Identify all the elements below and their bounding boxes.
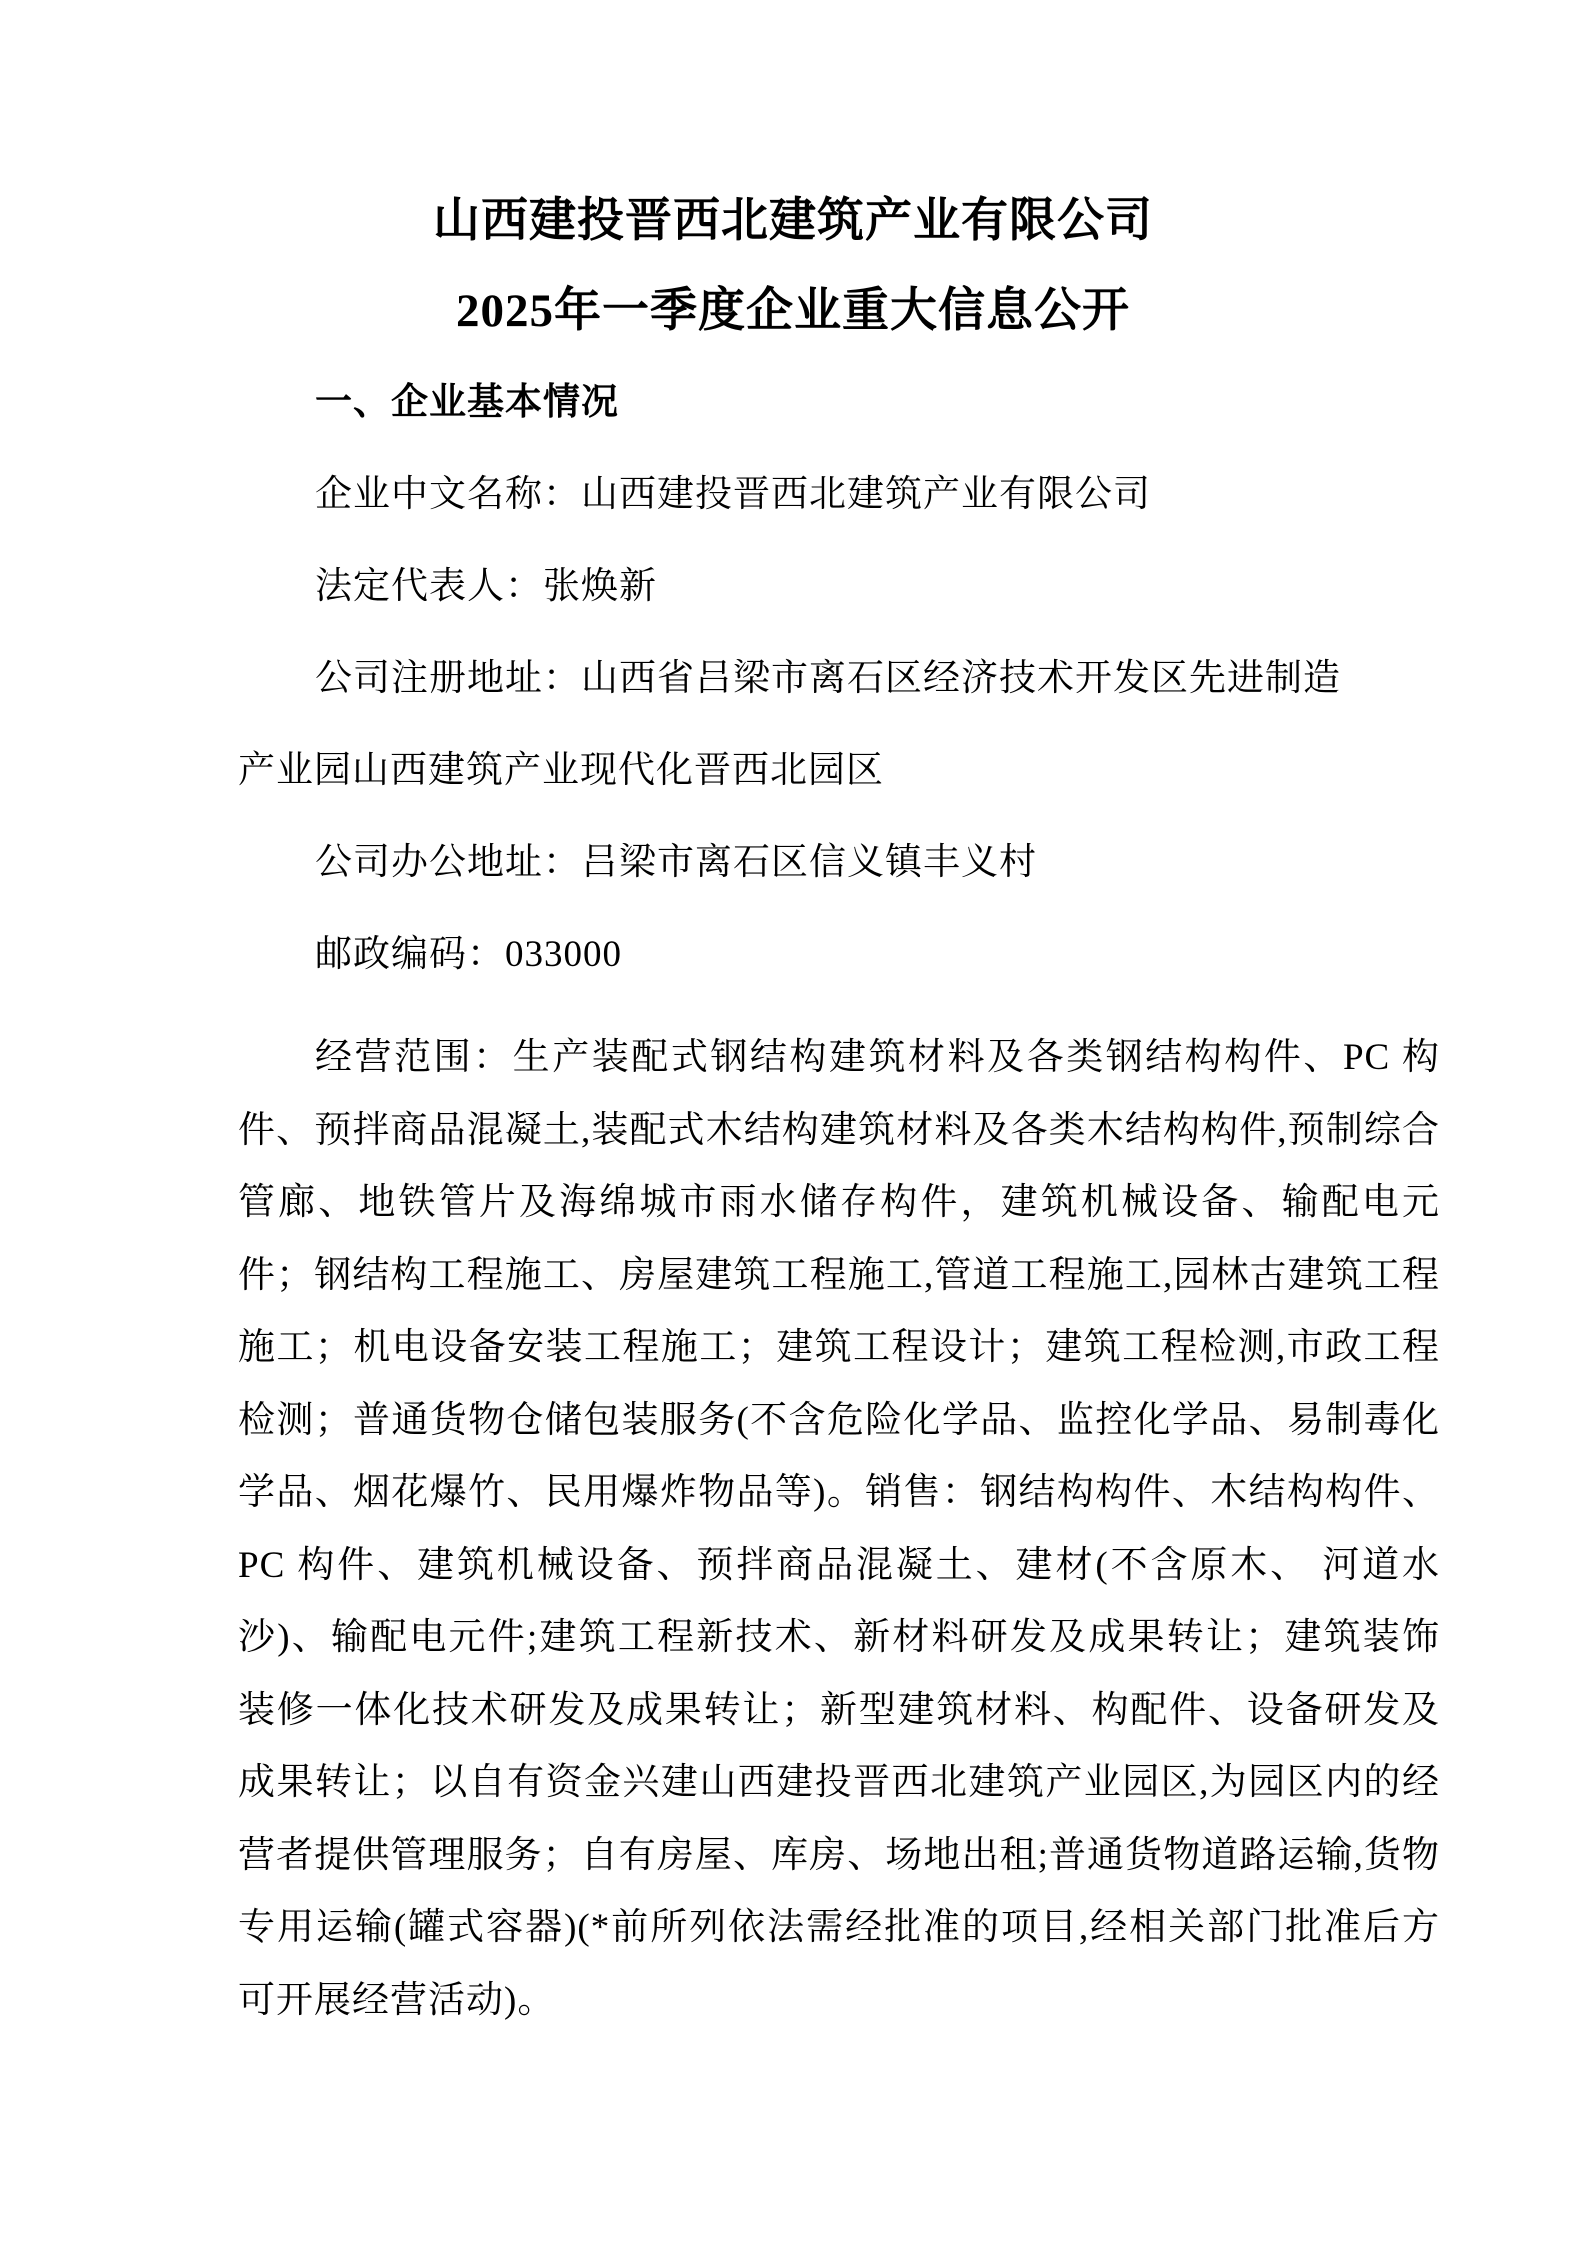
section-heading-basic-info: 一、企业基本情况 (315, 382, 619, 423)
field-registered-address-continued: 产业园山西建筑产业现代化晋西北园区 (238, 750, 884, 791)
field-registered-address: 公司注册地址：山西省吕梁市离石区经济技术开发区先进制造 (315, 658, 1341, 699)
field-office-address: 公司办公地址：吕梁市离石区信义镇丰义村 (315, 842, 1037, 883)
document-title: 山西建投晋西北建筑产业有限公司 (433, 195, 1153, 247)
field-company-chinese-name: 企业中文名称：山西建投晋西北建筑产业有限公司 (315, 474, 1151, 515)
field-postal-code: 邮政编码：033000 (315, 934, 622, 975)
document-subtitle: 2025年一季度企业重大信息公开 (456, 285, 1130, 337)
business-scope-paragraph: 经营范围：生产装配式钢结构建筑材料及各类钢结构构件、PC 构件、预拌商品混凝土,装配式木结构建筑材料及各类木结构构件,预制综合管廊、地铁管片及海绵城市雨水储存构件，建筑机械设备、输配电元件；钢结构工程施工、房屋建筑工程施工,管道工程施工,园林古建筑工程施工；机电设备安装工程施工；建筑工程设计；建筑工程检测,市政工程检测；普通货物仓储包装服务(不含危险化学品、监控化学品、易制毒化学品、烟花爆竹、民用爆炸物品等)。销售：钢结构构件、木结构构件、PC 构件、建筑机械设备、预拌商品混凝土、建材(不含原木、 河道水沙)、输配电元件;建筑工程新技术、新材料研发及成果转让；建筑装饰装修一体化技术研发及成果转让；新型建筑材料、构配件、设备研发及成果转让；以自有资金兴建山西建投晋西北建筑产业园区,为园区内的经营者提供管理服务；自有房屋、库房、场地出租;普通货物道路运输,货物专用运输(罐式容器)(*前所列依法需经批准的项目,经相关部门批准后方可开展经营活动)。 (238, 1037, 1440, 2021)
field-legal-representative: 法定代表人：张焕新 (315, 566, 657, 607)
